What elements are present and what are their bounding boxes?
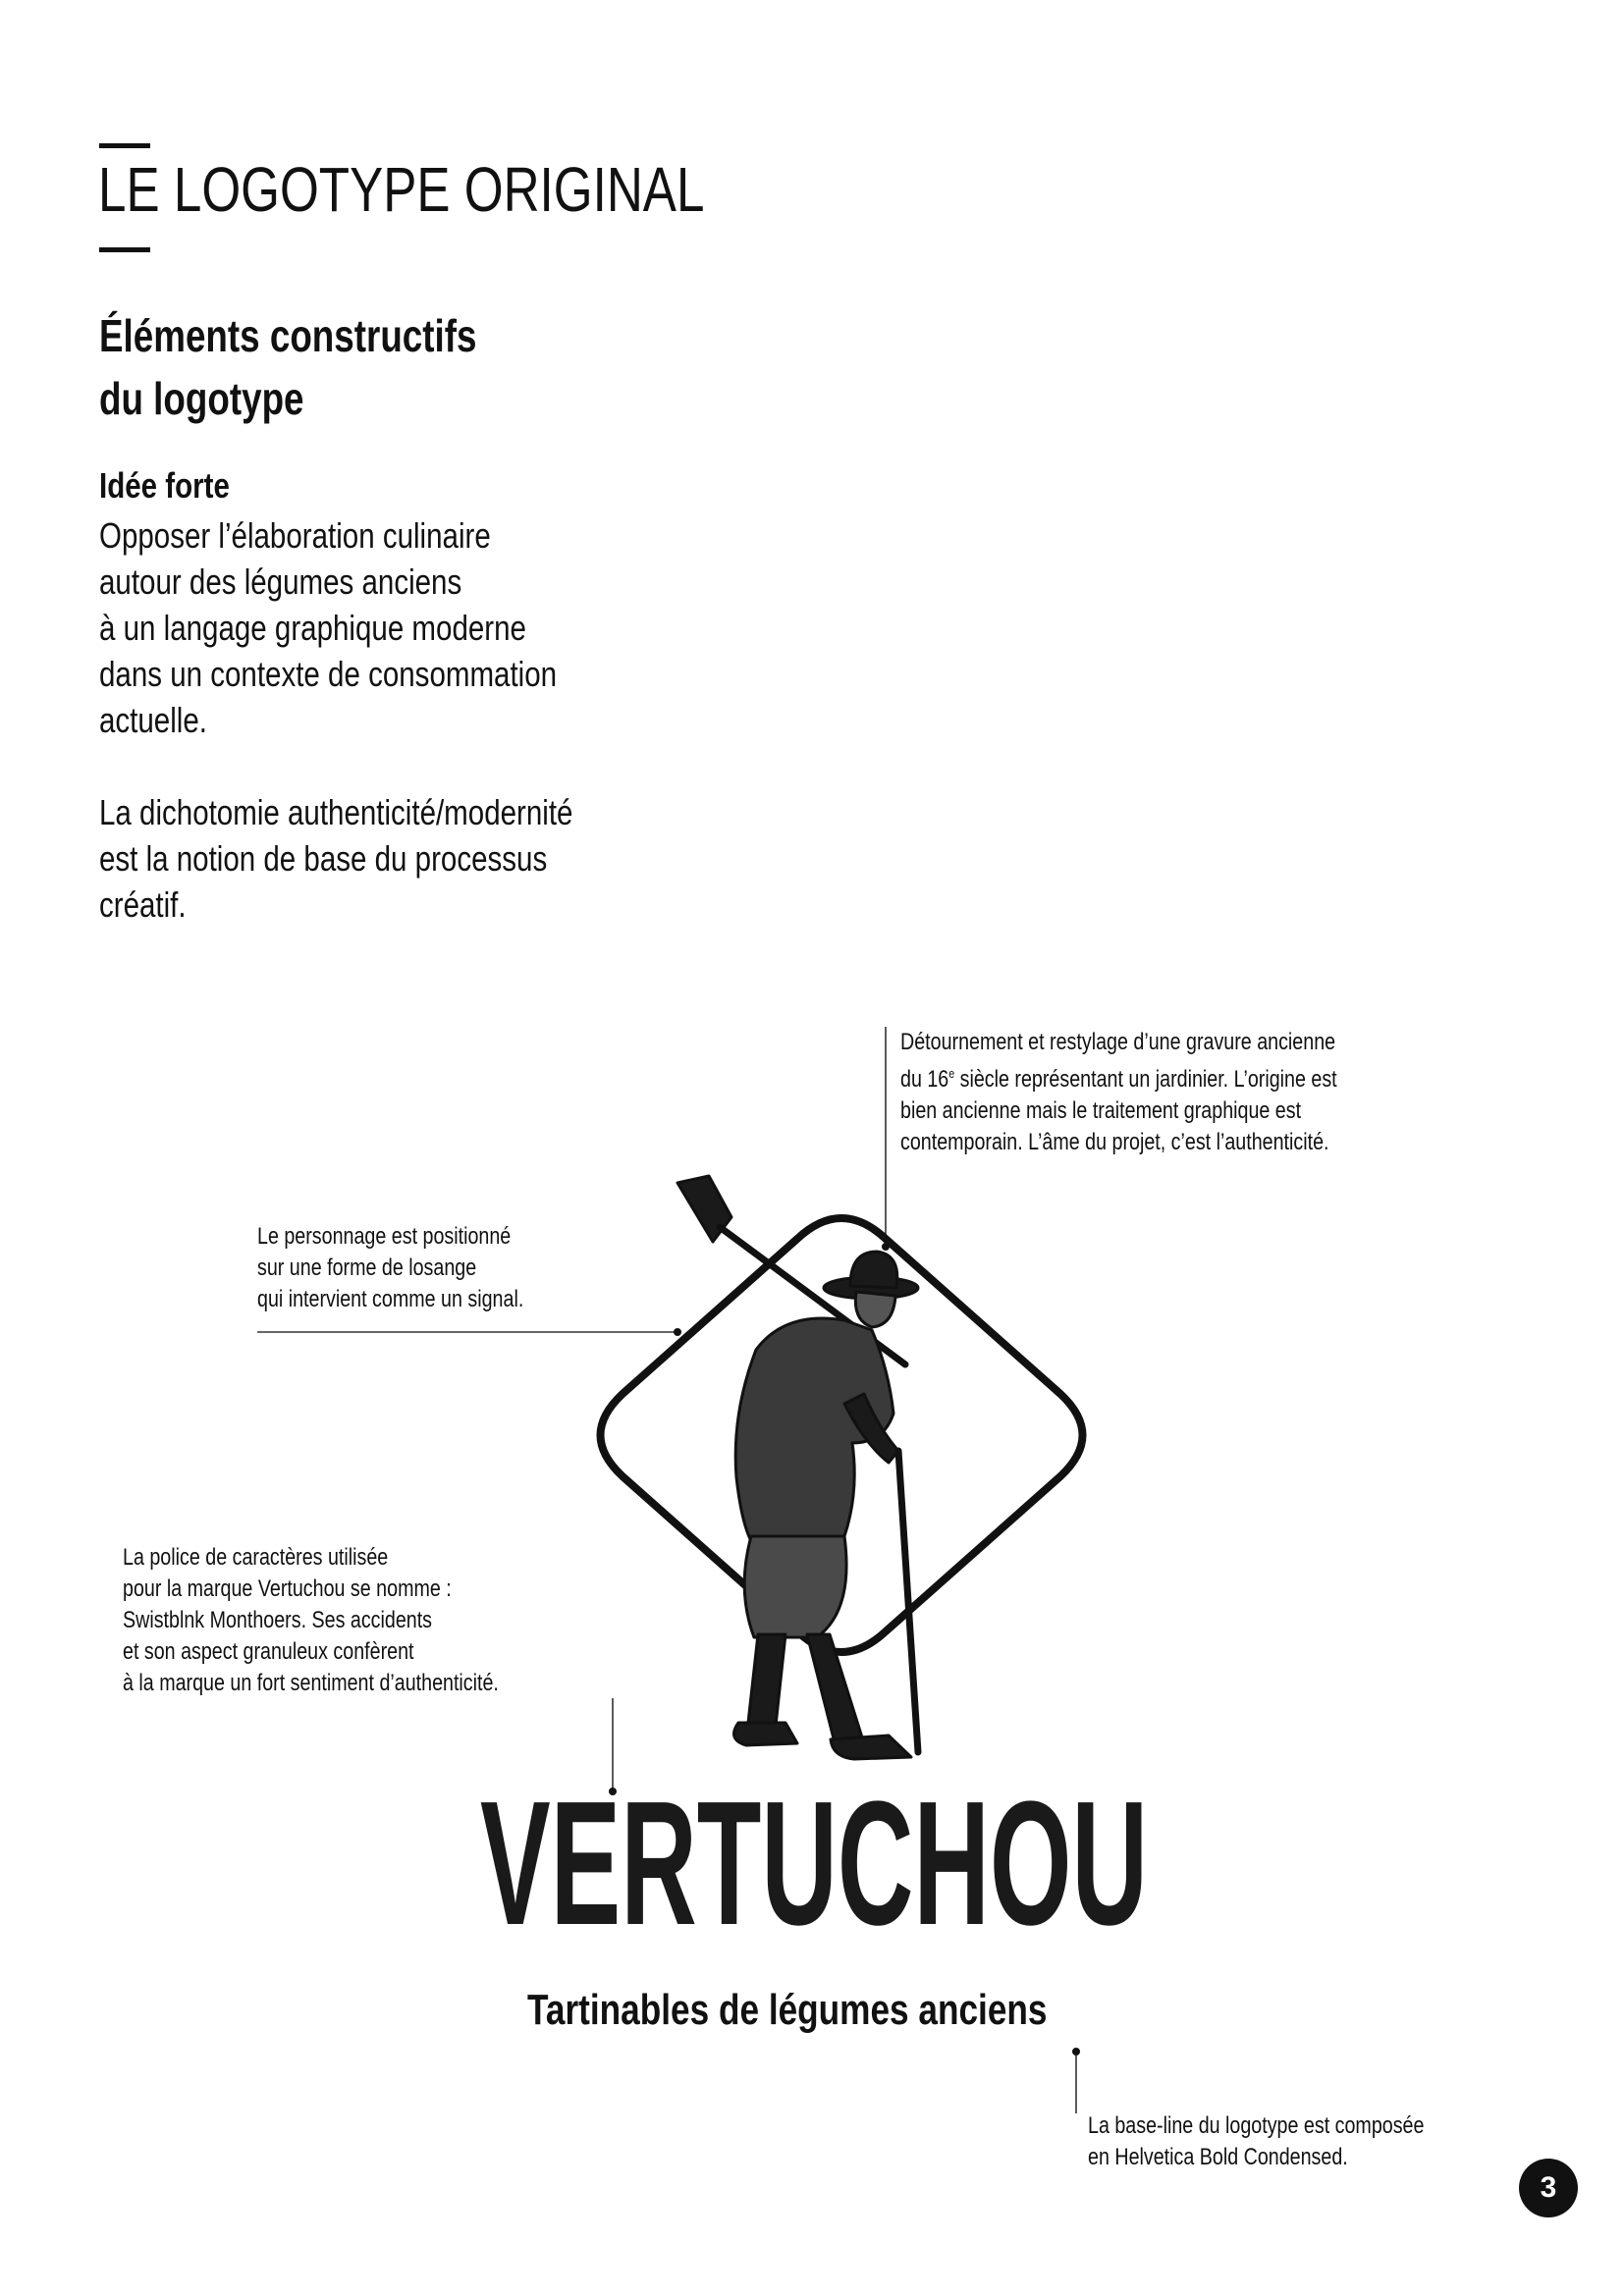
hat-crown: [850, 1252, 897, 1288]
logo-wordmark: VERTUCHOU: [480, 1765, 1148, 1962]
annotation-line: Détournement et restylage d’une gravure ancienne: [900, 1029, 1336, 1055]
leader-dot: [1072, 2048, 1080, 2056]
annotation-line: La police de caractères utilisée: [123, 1544, 389, 1571]
annotation-line: en Helvetica Bold Condensed.: [1088, 2144, 1348, 2170]
annotation-text: du 16: [900, 1066, 949, 1093]
annotation-line: sur une forme de losange: [257, 1255, 477, 1281]
paragraph-line: créatif.: [99, 884, 187, 925]
annotation-line: La base-line du logotype est composée: [1088, 2112, 1425, 2139]
paragraph-line: Opposer l’élaboration culinaire: [99, 515, 491, 556]
leader-dot: [674, 1328, 681, 1336]
subtitle-line-1: Éléments constructifs: [99, 310, 477, 361]
subtitle-line-2: du logotype: [99, 373, 304, 424]
paragraph-line: est la notion de base du processus: [99, 838, 548, 879]
page-number: 3: [1540, 2171, 1557, 2204]
paragraph-line: actuelle.: [99, 700, 207, 740]
annotation-superscript: e: [948, 1066, 955, 1081]
page-number-badge: [1519, 2159, 1578, 2217]
breeches: [744, 1536, 846, 1637]
paragraph-line: dans un contexte de consommation: [99, 654, 558, 694]
page-title: LE LOGOTYPE ORIGINAL: [98, 154, 705, 225]
paragraph-line: à un langage graphique moderne: [99, 608, 526, 648]
annotation-line: pour la marque Vertuchou se nomme :: [123, 1575, 452, 1602]
annotation-line: bien ancienne mais le traitement graphique est: [900, 1097, 1302, 1124]
leg-left: [748, 1634, 785, 1726]
annotation-line: contemporain. L’âme du projet, c’est l’authenticité.: [900, 1129, 1329, 1155]
idee-forte-label: Idée forte: [99, 465, 230, 506]
annotation-line: Le personnage est positionné: [257, 1223, 512, 1250]
gardener-figure: [677, 1176, 918, 1759]
head: [855, 1292, 895, 1327]
shoe-left: [734, 1723, 798, 1745]
paragraph-line: La dichotomie authenticité/modernité: [99, 792, 573, 832]
annotation-text: siècle représentant un jardinier. L’origine est: [954, 1066, 1337, 1093]
logo-baseline: Tartinables de légumes anciens: [527, 1986, 1048, 2034]
annotation-line: qui intervient comme un signal.: [257, 1286, 524, 1312]
annotation-line: et son aspect granuleux confèrent: [123, 1638, 414, 1665]
annotation-line: Swistblnk Monthoers. Ses accidents: [123, 1607, 433, 1633]
paragraph-line: autour des légumes anciens: [99, 561, 462, 602]
shoe-right: [831, 1735, 911, 1759]
annotation-line: à la marque un fort sentiment d’authenticité.: [123, 1670, 499, 1696]
